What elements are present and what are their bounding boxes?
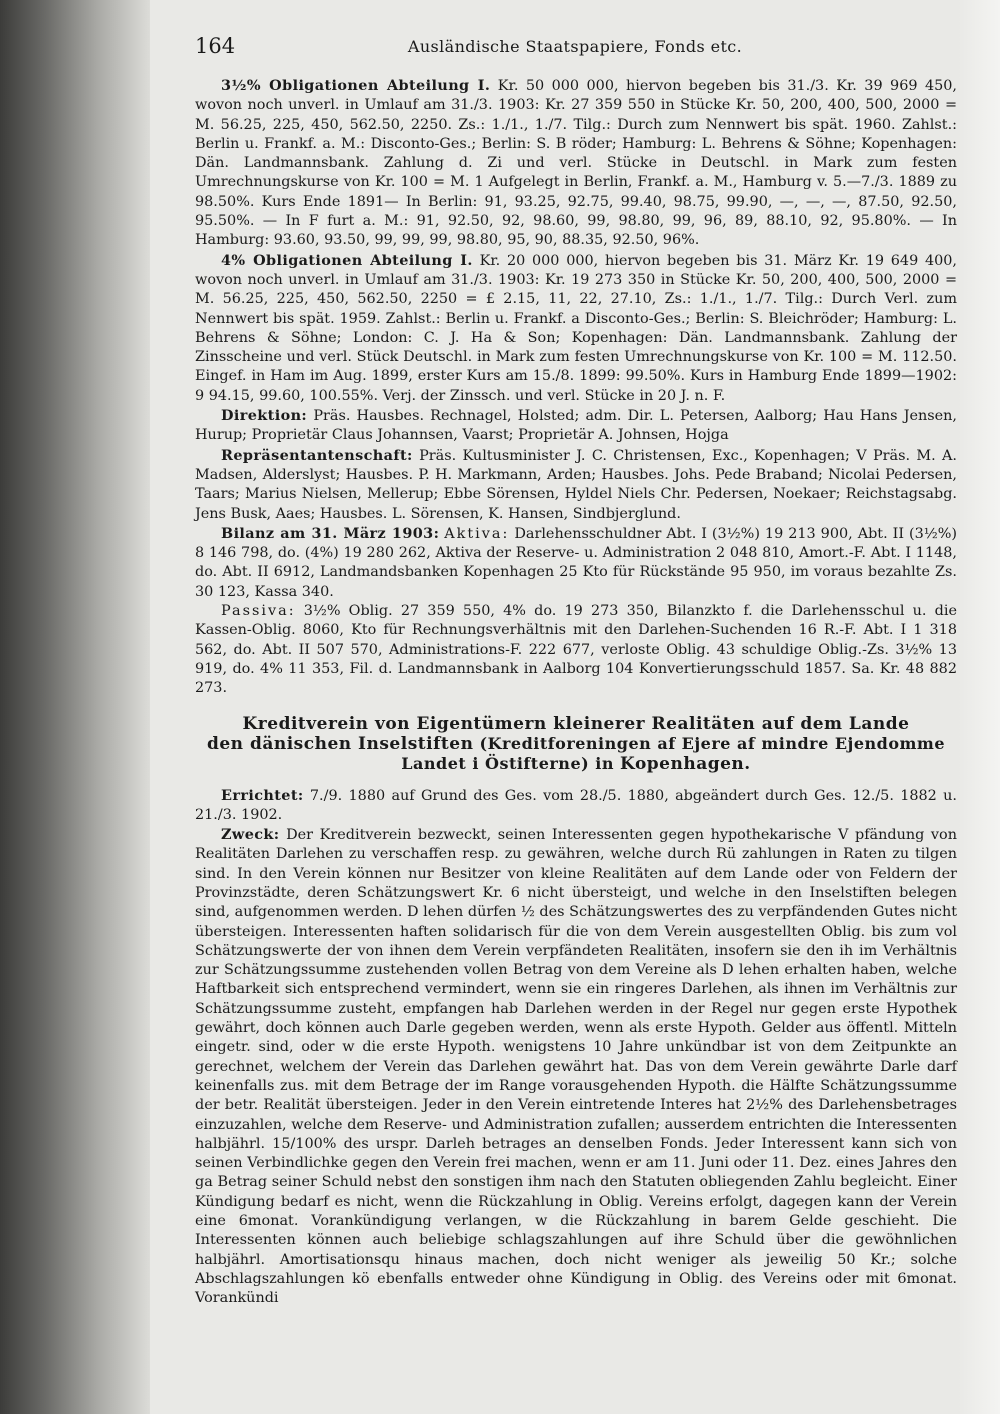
oblig-35-text: Kr. 50 000 000, hiervon begeben bis 31./3. Kr. 39 969 450, wovon noch unverl. in Umlauf am 31./3. 1903: Kr. 27 359 550 in Stücke Kr. 50, 200, 400, 500, 2000 = M. 56.25, 225, 450, 562.50, 2250. Zs.: 1./1., 1./7. Tilg.: Durch zum Nennwert bis spät. 1960. Zahlst.: Berlin u. Frankf. a. M.: Disconto-Ges.; Berlin: S. B röder; Hamburg: L. Behrens & Söhne; Kopenhagen: Dän. Landmannsbank. Zahlung d. Zi und verl. Stücke in Deutschl. in Mark zum festen Umrechnungskurse von Kr. 100 = M. 1 Aufgelegt in Berlin, Frankf. a. M., Hamburg v. 5.—7./3. 1889 zu 98.50%. Kurs Ende 1891— In Berlin: 91, 93.25, 92.75, 99.40, 98.75, 99.90, —, —, —, 87.50, 92.50, 95.50%. — In F furt a. M.: 91, 92.50, 92, 98.60, 99, 98.80, 99, 96, 89, 88.10, 92, 95.80%. — In Hamburg: 93.60, 93.50, 99, 99, 99, 98.80, 95, 90, 88.35, 92.50, 96%. (195, 78, 958, 249)
bilanz-paragraph (195, 524, 957, 602)
zweck-label: Zweck: (221, 826, 280, 844)
oblig-4-label: 4% Obligationen Abteilung I. (221, 251, 473, 269)
repraesentantenschaft-text: Präs. Kultusminister J. C. Christensen, Exc., Kopenhagen; V Präs. M. A. Madsen, Alderslyst; Hausbes. P. H. Markmann, Arden; Hausbes. Johs. Pede Braband; Nicolai Pedersen, Taars; Marius Nielsen, Mellerup; Ebbe Sörensen, Hyldel Niels Chr. Pedersen, Noekaer; Reichstagsabg. Jens Busk, Aaes; Hausbes. L. Sörensen, K. Hansen, Sindbjerglund. (195, 447, 957, 522)
passiva-text: 3½% Oblig. 27 359 550, 4% do. 19 273 350, Bilanzkto f. die Darlehensschul u. die Kassen-Oblig. 8060, Kto für Rechnungsverhältnis mit den Darlehen-Suchenden 16 R.-F. Abt. I 1 318 562, do. Abt. II 507 570, Administrations-F. 222 677, verloste Oblig. 43 schuldige Oblig.-Zs. 3½% 13 919, do. 4% 11 353, Fil. d. Landmannsbank in Aalborg 104 Konvertierungsschuld 1857. Sa. Kr. 48 882 273. (195, 603, 958, 697)
aktiva-label: Aktiva: (444, 525, 510, 542)
running-title: Ausländische Staatspapiere, Fonds etc. (407, 37, 743, 56)
errichtet-paragraph (195, 786, 957, 826)
institution-title-line-1: Kreditverein von Eigentümern kleinerer Realitäten auf dem Lande (242, 713, 910, 734)
passiva-paragraph (195, 602, 957, 698)
institution-title-line-2-rest: (Kreditforeningen af Ejere af mindre Ejendomme (479, 733, 946, 753)
scan-gutter-shadow (0, 0, 150, 1414)
institution-title-line-3-pre: Landet i Östifterne) in (401, 753, 614, 773)
repraesentantenschaft-label: Repräsentantenschaft: (221, 446, 413, 464)
page-number: 164 (195, 34, 236, 58)
repraesentantenschaft-paragraph (195, 446, 957, 524)
passiva-label: Passiva: (221, 603, 296, 620)
institution-title (195, 715, 957, 774)
oblig-4-paragraph (195, 251, 957, 406)
oblig-35-label: 3½% Obligationen Abteilung I. (221, 77, 491, 94)
institution-title-line-2-bold: den dänischen Inselstiften (206, 733, 474, 754)
page-body (195, 76, 957, 1309)
institution-title-line-3 (195, 754, 957, 774)
aktiva-text: Darlehensschuldner Abt. I (3½%) 19 213 900, Abt. II (3½%) 8 146 798, do. (4%) 19 280 262, Aktiva der Reserve- u. Administration 2 048 810, Amort.-F. Abt. I 1148, do. Abt. II 6912, Landmandsbanken Kopenhagen 25 Kto für Rückstände 95 950, im voraus bezahlte Zs. 30 123, Kassa 340. (195, 525, 957, 600)
oblig-4-text: Kr. 20 000 000, hiervon begeben bis 31. März Kr. 19 649 400, wovon noch unverl. in Umlauf am 31./3. 1903: Kr. 19 273 350 in Stücke Kr. 50, 200, 400, 500, 2000 = M. 56.25, 225, 450, 562.50, 2250 = £ 2.15, 11, 22, 27.10, Zs.: 1./1., 1./7. Tilg.: Durch Verl. zum Nennwert bis spät. 1959. Zahlst.: Berlin u. Frankf. a Disconto-Ges.; Berlin: S. Bleichröder; Hamburg: L. Behrens & Söhne; London: C. J. Ha & Son; Kopenhagen: Dän. Landmannsbank. Zahlung der Zinsscheine und verl. Stück Deutschl. in Mark zum festen Umrechnungskurse von Kr. 100 = M. 112.50. Eingef. in Ham im Aug. 1899, erster Kurs am 15./8. 1899: 99.50%. Kurs in Hamburg Ende 1899—1902: 9 94.15, 99.60, 100.55%. Verj. der Zinssch. und verl. Stücke in 20 J. n. F. (195, 252, 958, 404)
zweck-text: Der Kreditverein bezweckt, seinen Interessenten gegen hypothekarische V pfändung von Realitäten Darlehen zu verschaffen resp. zu gewähren, welche durch Rü zahlungen in Raten zu tilgen sind. In den Verein können nur Besitzer von kleine Realitäten auf dem Lande oder von Feldern der Provinzstädte, deren Schätzungswert Kr. 6 nicht übersteigt, und welche in den Inselstiften belegen sind, aufgenommen werden. D lehen dürfen ½ des Schätzungswertes des zu verpfändenden Gutes nicht übersteigen. Interessenten haften solidarisch für die von dem Verein ausgestellten Oblig. bis zum vol Schätzungswerte der von ihnen dem Verein verpfändeten Realitäten, insofern sie den ih im Verhältnis zur Schätzungssumme zustehenden vollen Betrag von dem Vereine als D lehen erhalten haben, welche Haftbarkeit sich entsprechend vermindert, wenn sie ein ringeres Darlehen, als ihnen im Verhältnis zur Schätzungssumme zusteht, empfangen hab Darlehen werden in der Regel nur gegen erste Hypothek gewährt, doch können auch Darle gegeben werden, wenn als erste Hypoth. Gelder aus öffentl. Mitteln eingetr. sind, oder w die erste Hypoth. wenigstens 10 Jahre unkündbar ist von dem Zeitpunkte an gerechnet, welchem der Verein das Darlehen gewährt hat. Das von dem Verein gewährte Darle darf keinenfalls zus. mit dem Betrage der im Range vorausgehenden Hypoth. die Hälfte Schätzungssumme der betr. Realität übersteigen. Jeder in den Verein eintretende Interes hat 2½% des Darlehensbetrages einzuzahlen, welche dem Reserve- und Administration zufallen; ausserdem entrichten die Interessenten halbjährl. 15/100% des urspr. Darleh betrages an denselben Fonds. Jeder Interessent kann sich von seinen Verbindlichke gegen den Verein frei machen, wenn er am 11. Juni oder 11. Dez. eines Jahres den ga Betrag seiner Schuld nebst den sonstigen ihm nach den Statuten obliegenden Zahlu begleicht. Einer Kündigung bedarf es nicht, wenn die Rückzahlung in Oblig. Vereins erfolgt, dagegen kann der Verein eine 6monat. Vorankündigung verlangen, w die Rückzahlung in barem Gelde geschieht. Die Interessenten können auch beliebige schlagszahlungen auf ihre Schuld über die gewöhnlichen halbjährl. Amortisationsqu hinaus machen, doch nicht weniger als jeweilig 50 Kr.; solche Abschlagszahlungen kö ebenfalls entweder ohne Kündigung in Oblig. des Vereins oder mit 6monat. Vorankündi (195, 827, 957, 1307)
scan-right-edge (958, 0, 1000, 1414)
oblig-35-paragraph (195, 76, 957, 251)
institution-title-line-2 (195, 734, 957, 754)
direktion-paragraph (195, 406, 957, 446)
direktion-text: Präs. Hausbes. Rechnagel, Holsted; adm. Dir. L. Petersen, Aalborg; Hau Hans Jensen, Hurup; Proprietär Claus Johannsen, Vaarst; Proprietär A. Johnsen, Hojga (195, 408, 957, 444)
page-header (195, 34, 955, 64)
errichtet-label: Errichtet: (221, 786, 304, 804)
zweck-paragraph (195, 825, 957, 1308)
bilanz-label: Bilanz am 31. März 1903: (221, 524, 440, 542)
institution-title-line-3-bold: Kopenhagen. (620, 753, 751, 774)
errichtet-text: 7./9. 1880 auf Grund des Ges. vom 28./5. 1880, abgeändert durch Ges. 12./5. 1882 u. 21./3. 1902. (195, 787, 957, 823)
direktion-label: Direktion: (221, 407, 308, 425)
